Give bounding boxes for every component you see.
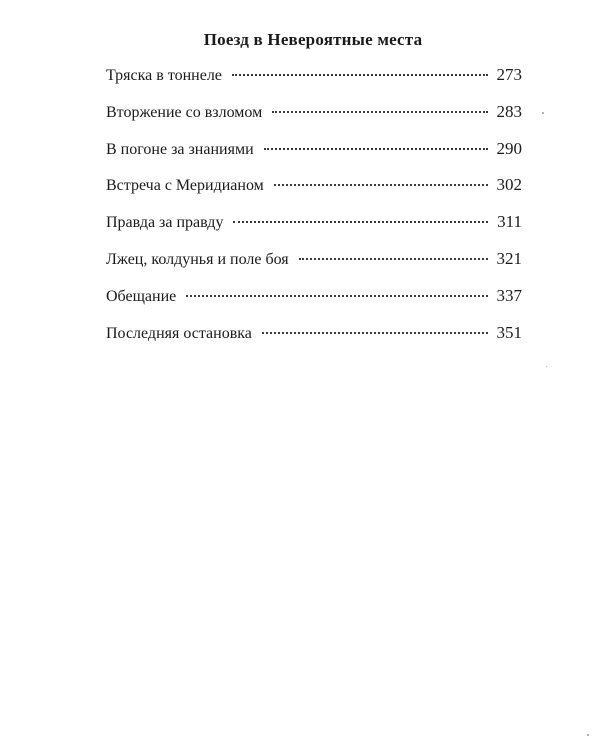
toc-entry-title: Последняя остановка bbox=[106, 324, 252, 342]
toc-entry bbox=[106, 283, 522, 320]
toc-entry bbox=[106, 62, 522, 99]
dot-leader bbox=[262, 332, 488, 334]
toc-page-number: 321 bbox=[496, 248, 522, 268]
toc-page-number: 273 bbox=[496, 65, 522, 84]
dot-leader bbox=[232, 74, 488, 76]
toc-entry bbox=[106, 172, 522, 209]
toc-entry bbox=[106, 246, 522, 283]
dot-leader bbox=[299, 258, 488, 260]
toc-page-number: 337 bbox=[496, 285, 522, 305]
toc-page-number: 283 bbox=[496, 101, 522, 121]
toc-entry-title: Тряска в тоннеле bbox=[106, 67, 222, 84]
toc-page-number: 311 bbox=[497, 212, 522, 232]
dot-leader bbox=[272, 111, 488, 113]
toc-entry-title: Встреча с Меридианом bbox=[106, 177, 264, 195]
toc-entry-title: Лжец, колдунья и поле боя bbox=[106, 250, 289, 268]
dot-leader bbox=[274, 184, 488, 186]
toc-page-number: 290 bbox=[496, 138, 522, 158]
dot-leader bbox=[264, 148, 488, 150]
toc-entry-title: Правда за правду bbox=[106, 214, 224, 232]
toc-entry-title: Обещание bbox=[106, 287, 177, 305]
toc-page-number: 302 bbox=[496, 175, 522, 195]
dot-leader bbox=[186, 295, 488, 297]
dot-leader bbox=[233, 221, 488, 223]
section-title: Поезд в Невероятные места bbox=[203, 30, 423, 49]
scan-speck bbox=[587, 734, 589, 736]
toc-entry bbox=[106, 99, 522, 136]
toc-entry bbox=[106, 136, 522, 173]
toc-entry bbox=[106, 209, 522, 246]
scan-speck bbox=[542, 112, 544, 114]
toc-page-number: 351 bbox=[496, 322, 522, 342]
toc-entry bbox=[106, 320, 522, 357]
table-of-contents bbox=[106, 62, 522, 356]
scan-speck bbox=[546, 366, 547, 367]
toc-entry-title: Вторжение со взломом bbox=[106, 103, 263, 121]
toc-entry-title: В погоне за знаниями bbox=[106, 140, 254, 158]
